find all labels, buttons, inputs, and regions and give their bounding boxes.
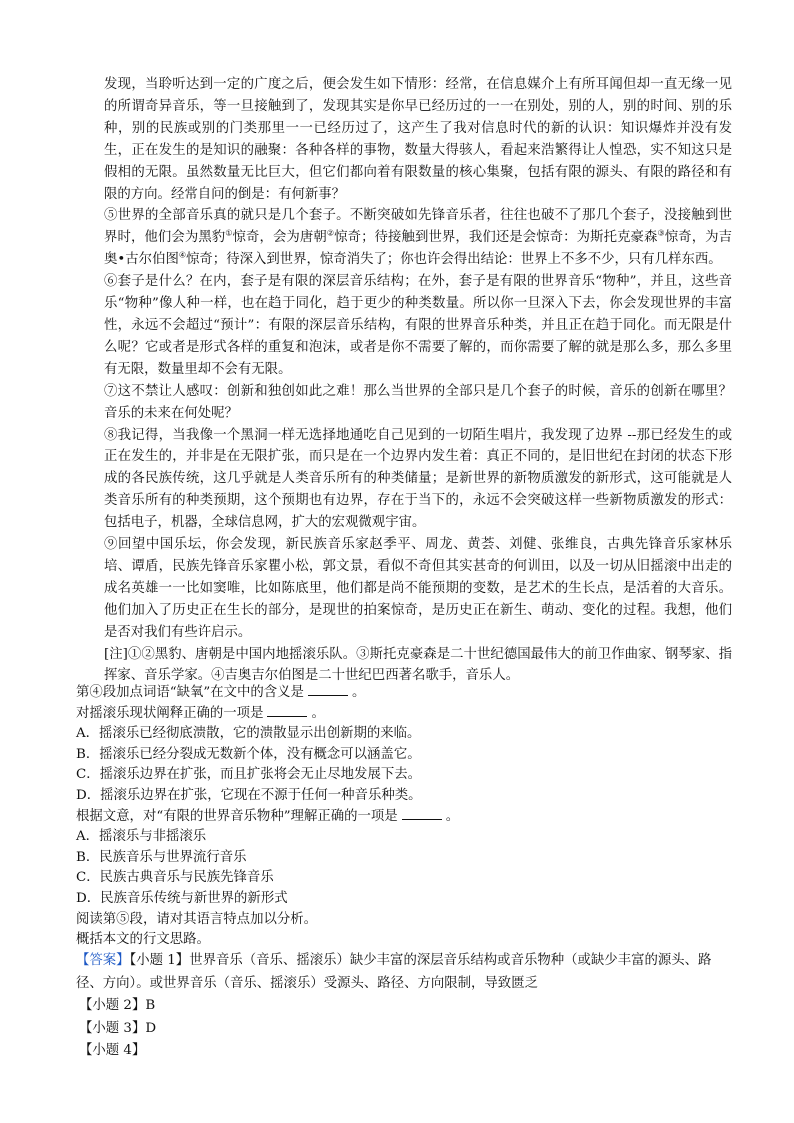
p5-text-c: 惊奇；待接触到世界，我们还是会惊奇：为斯托克豪森 [334,230,658,246]
paragraph-4-continued: 发现，当聆听达到一定的广度之后，便会发生如下情形：经常，在信息媒介上有所耳闻但却一直无缘一见的所谓奇异音乐，等一旦接触到了，发现其实是你早已经历过的一一在别处，别的人，别的时间、别的乐种，别的民族或别的门类那里一一已经历过了，这产生了我对信息时代的新的认识：知识爆炸并没有发生，正在发生的是知识的融聚：各种各样的事物，数量大得骇人，看起来浩繁得让人惶恐，实不知这只是假相的无限。虽然数量无比巨大，但它们都向着有限数量的核心集聚，包括有限的源头、有限的路径和有限的方向。经常自问的倒是：有何新事？ [104,77,732,202]
option-item: B．民族音乐与世界流行音乐 [76,849,247,865]
paragraph-6: ⑥套子是什么？在内，套子是有限的深层音乐结构；在外，套子是有限的世界音乐“物种”，并且，这些音乐“物种”像人种一样，也在趋于同化，趋于更少的种类数量。所以你一旦深入下去，你会发现世界的丰富性，永远不会超过“预计”：有限的深层音乐结构，有限的世界音乐种类，并且正在趋于同化。而无限是什么呢？它或者是形式各样的重复和泡沫，或者是你不需要了解的，而你需要了解的就是那么多，那么多里有无限，数量里却不会有无限。 [104,274,732,377]
paragraph-8: ⑧我记得，当我像一个黑洞一样无选择地通吃自己见到的一切陌生唱片，我发现了边界 --那已经发生的或正在发生的，并非是在无限扩张，而只是在一个边界内发生着：真正不同的，是旧世纪在封闭的状态下形成的各民族传统，这几乎就是人类音乐所有的种类储量；是新世界的新物质激发的新形式，这可能就是人类音乐所有的种类预期，这个预期也有边界，存在于当下的，永远不会突破这样一些新物质激发的形式：包括电子，机器，全球信息网，扩大的宏观微观宇宙。 [104,427,732,531]
sub-answer-3-label: 【小题 3】 [79,1020,146,1036]
sub-answer-4-label: 【小题 4】 [79,1043,146,1058]
footnote-ref-3: ③ [657,228,665,238]
p5-text-d: 惊奇，为吉奥•古尔伯图 [104,230,733,268]
question-3 [76,807,736,828]
option-item: D．摇滚乐边界在扩张，它现在不源于任何一种音乐种类。 [76,787,422,803]
paragraph-7: ⑦这不禁让人感叹：创新和独创如此之难！那么当世界的全部只是几个套子的时候，音乐的创新在哪里？音乐的未来在何处呢？ [104,383,732,421]
question-1-end: 。 [351,685,366,700]
sub-answer-1-text: 世界音乐（音乐、摇滚乐）缺少丰富的深层音乐结构或音乐物种（或缺少丰富的源头、路径、方向）。或世界音乐（音乐、摇滚乐）受源头、路径、方向限制，导致匮乏 [76,953,712,991]
questions [76,683,736,951]
option-item: C．民族古典音乐与民族先锋音乐 [76,870,274,886]
p5-text-a: ⑤世界的全部音乐真的就只是几个套子。不断突破如先锋音乐者，往往也破不了那几个套子，没接触到世界时，他们会为黑豹 [104,208,732,246]
footnote: [注]①②黑豹、唐朝是中国内地摇滚乐队。③斯托克豪森是二十世纪德国最伟大的前卫作曲家、钢琴家、指挥家、音乐学家。④吉奥吉尔伯图是二十世纪巴西著名歌手，音乐人。 [104,646,732,684]
question-1 [76,683,736,704]
p5-text-b: 惊奇，会为唐朝 [232,230,327,246]
footnote-ref-1: ① [225,228,233,238]
question-2-text: 对摇滚乐现状阐释正确的一项是 [76,705,264,721]
sub-answer-3-text: D [145,1020,157,1036]
question-2-end: 。 [311,705,325,721]
question-1-text: 第④段加点词语“缺氧”在文中的含义是 [76,685,304,700]
question-5: 概括本文的行文思路。 [76,932,210,948]
sub-answer-1-label: 【小题 1】 [129,953,190,968]
answer-4 [76,1040,736,1063]
question-3-end: 。 [445,808,460,824]
answer-1 [76,950,736,995]
answer-2 [76,995,736,1018]
option-item: C．摇滚乐边界在扩张，而且扩张将会无止尽地发展下去。 [76,767,422,783]
sub-answer-2-label: 【小题 2】 [79,998,146,1013]
footnote-ref-2: ② [326,228,335,238]
option-item: A．摇滚乐已经彻底溃散，它的溃散显示出创新期的来临。 [76,726,421,742]
paragraph-5 [104,205,732,271]
sub-answer-2-text: B [145,998,156,1013]
question-4: 阅读第⑤段，请对其语言特点加以分析。 [76,911,318,927]
question-2 [76,704,736,725]
answer-blank[interactable] [402,807,442,820]
answer-blank[interactable] [267,704,307,717]
answer-3 [76,1018,736,1041]
answer-label: 【答案】 [76,953,130,968]
answer-section [76,950,736,1063]
answer-blank[interactable] [308,683,348,696]
paragraph-9: ⑨回望中国乐坛，你会发现，新民族音乐家赵季平、周龙、黄荟、刘健、张维良，古典先锋音乐家林乐培、谭盾，民族先锋音乐家瞿小松，郭文景，看似不奇但其实甚奇的何训田，以及一切从旧摇滚中出走的成名英雄一一比如窦唯，比如陈底里，他们都是尚不能预期的变数，是艺术的生长点，是活着的大音乐。他们加入了历史正在生长的部分，是现世的拍案惊奇，是历史正在新生、萌动、变化的过程。我想，他们是否对我们有些许启示。 [104,537,732,640]
footnote-ref-4: ④ [178,250,187,260]
option-item: D．民族音乐传统与新世界的新形式 [76,890,288,906]
passage [104,74,732,687]
option-item: A．摇滚乐与非摇滚乐 [76,829,207,845]
p5-text-e: 惊奇；待深入到世界，惊奇消失了；你也许会得出结论：世界上不多不少，只有几样东西。 [186,252,722,268]
question-3-text: 根据文意，对“有限的世界音乐物种”理解正确的一项是 [76,808,398,824]
option-item: B．摇滚乐已经分裂成无数新个体，没有概念可以涵盖它。 [76,746,421,762]
